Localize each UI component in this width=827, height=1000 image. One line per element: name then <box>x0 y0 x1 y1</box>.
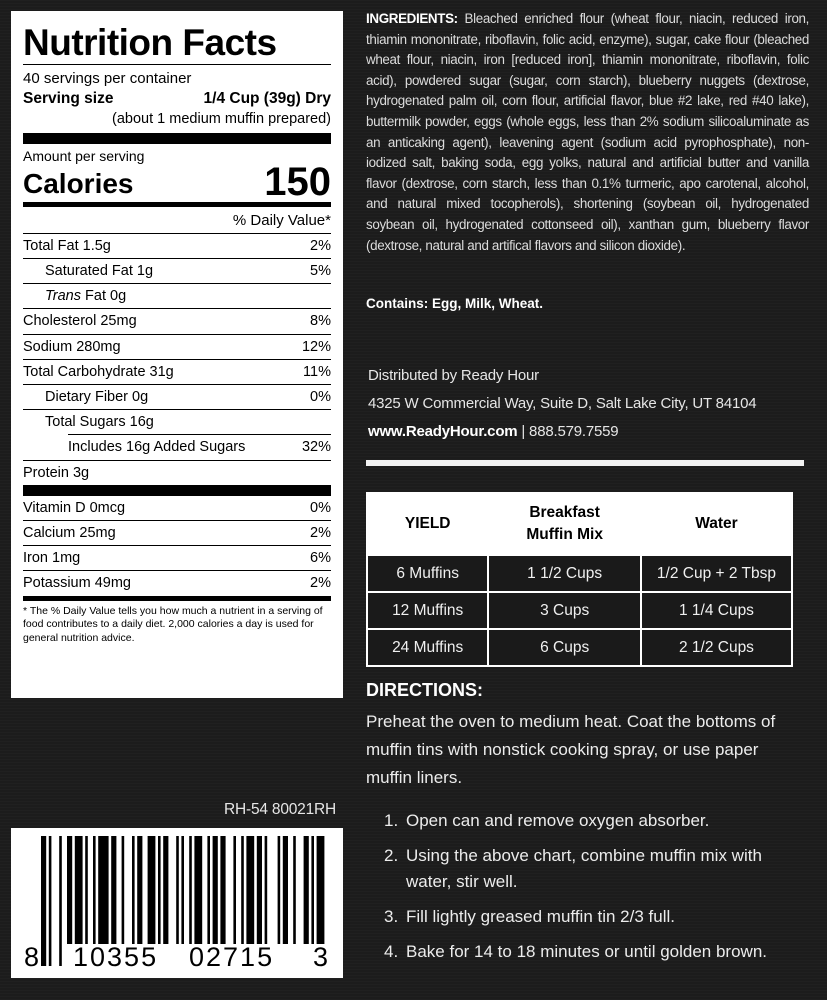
distributor-contact <box>368 418 756 446</box>
table-cell: 6 Muffins <box>367 555 488 592</box>
phone-number: | 888.579.7559 <box>517 423 619 440</box>
nutrient-row <box>23 384 331 409</box>
barcode-digits <box>11 942 343 972</box>
nutrient-dv: 11% <box>303 363 331 380</box>
nutrient-row <box>23 334 331 359</box>
barcode-bar <box>176 836 179 944</box>
step-number: 2. <box>384 846 399 865</box>
calories-label: Calories <box>23 167 134 199</box>
barcode-bar <box>233 836 236 944</box>
step-number: 4. <box>384 942 399 961</box>
barcode-bar <box>148 836 156 944</box>
nutrient-name: Saturated Fat 1g <box>45 262 154 279</box>
nutrient-dv: 5% <box>310 262 331 279</box>
nutrient-name: Dietary Fiber 0g <box>45 388 149 405</box>
daily-value-footnote: * The % Daily Value tells you how much a nutrient in a serving of food contributes to a daily diet. 2,000 calories a day is used for general nutrition advice. <box>23 604 323 644</box>
distributor-name: Distributed by Ready Hour <box>368 367 539 384</box>
vitamin-dv: 2% <box>310 524 331 541</box>
yield-table <box>366 492 793 667</box>
step-text: Using the above chart, combine muffin mix with water, stir well. <box>406 846 762 891</box>
barcode-bar <box>220 836 225 944</box>
nutrient-dv: 8% <box>310 313 331 330</box>
divider <box>23 64 331 65</box>
serving-size-value: 1/4 Cup (39g) Dry <box>203 89 331 107</box>
daily-value-header: % Daily Value* <box>232 211 331 229</box>
header-yield: YIELD <box>367 493 488 555</box>
directions-title: DIRECTIONS: <box>366 680 483 700</box>
barcode-bar <box>278 836 281 944</box>
ingredients <box>366 9 809 256</box>
nutrient-name <box>23 284 126 308</box>
step-text: Open can and remove oxygen absorber. <box>406 811 710 830</box>
barcode-bar <box>163 836 168 944</box>
barcode-bar <box>293 836 296 944</box>
barcode-bar <box>241 836 244 944</box>
barcode-bar <box>122 836 125 944</box>
barcode-bar <box>207 836 210 944</box>
divider <box>23 485 331 496</box>
step-number: 3. <box>384 907 399 926</box>
sku-code: RH-54 80021RH <box>224 801 336 818</box>
nutrient-name: Includes 16g Added Sugars <box>68 439 246 456</box>
table-cell: 2 1/2 Cups <box>641 629 792 666</box>
ingredients-text: Bleached enriched flour (wheat flour, niacin, reduced iron, thiamin mononitrate, riboflavin, folic acid, enzyme), sugar, cake flour (bleached wheat flour, niacin, iron [reduced iron], thiamin mononitrate, riboflavin, folic acid), powdered sugar (sugar, corn starch), blueberry nuggets (dextrose, hydrogenated palm oil, corn flour, artificial flavor, blue #2 lake, red #40 lake), buttermilk powder, eggs (whole eggs, less than 2% sodium silicoaluminate as an anticaking agent), leavening agent (sodium acid pyrophosphate), non-iodized salt, baking soda, egg yolks, natural and artificial butter and vanilla flavor (dextrose, corn starch, less than 0.1% turmeric, apo carotenal, alcohol, and natural mixed tocopherols), shortening (soybean oil, hydrogenated soybean oil, hydrogenated cottonseed oil), xanthan gum, blueberry flavor (dextrose, natural and artifical flavors and silicon dioxide). <box>366 11 810 253</box>
yield-table-header <box>367 493 792 555</box>
barcode-bar <box>246 836 254 944</box>
barcode-bar <box>67 836 72 944</box>
nutrient-name: Total Carbohydrate 31g <box>23 363 174 380</box>
vitamin-dv: 0% <box>310 499 331 516</box>
barcode <box>11 828 343 978</box>
table-cell: 12 Muffins <box>367 592 488 629</box>
barcode-bar <box>317 836 325 944</box>
vitamin-row <box>23 570 331 595</box>
distributor-info <box>368 362 756 446</box>
section-divider <box>366 460 804 466</box>
nutrient-row <box>23 359 331 384</box>
table-row <box>367 629 792 666</box>
barcode-bar <box>189 836 192 944</box>
list-item <box>384 808 804 834</box>
vitamin-row <box>23 496 331 520</box>
vitamin-row <box>23 545 331 570</box>
vitamin-name: Iron 1mg <box>23 550 81 567</box>
header-water: Water <box>641 493 792 555</box>
nutrient-name: Total Fat 1.5g <box>23 237 111 254</box>
barcode-bar <box>158 836 161 944</box>
step-text: Fill lightly greased muffin tin 2/3 full. <box>406 907 675 926</box>
table-cell: 1/2 Cup + 2 Tbsp <box>641 555 792 592</box>
nutrient-name: Total Sugars 16g <box>45 414 154 431</box>
barcode-digit-first: 8 <box>24 942 40 972</box>
barcode-digit-last: 3 <box>313 942 329 972</box>
list-item <box>384 904 804 930</box>
allergen-statement: Contains: Egg, Milk, Wheat. <box>366 296 544 311</box>
barcode-bar <box>213 836 218 944</box>
barcode-bar <box>181 836 184 944</box>
ingredients-label: INGREDIENTS: <box>366 11 458 26</box>
barcode-bar <box>111 836 116 944</box>
table-cell: 3 Cups <box>488 592 641 629</box>
trans-rest: Fat 0g <box>81 288 127 305</box>
directions-steps <box>384 808 804 974</box>
table-row <box>367 592 792 629</box>
trans-italic: Trans <box>45 288 81 305</box>
table-cell: 1 1/4 Cups <box>641 592 792 629</box>
barcode-bar <box>283 836 288 944</box>
table-cell: 1 1/2 Cups <box>488 555 641 592</box>
nutrient-row <box>23 233 331 258</box>
barcode-group-right: 02715 <box>189 942 275 972</box>
nutrient-row <box>23 308 331 333</box>
barcode-bar <box>304 836 309 944</box>
table-cell: 24 Muffins <box>367 629 488 666</box>
list-item <box>384 843 804 895</box>
barcode-group-left: 10355 <box>73 942 159 972</box>
nutrient-dv: 12% <box>301 338 331 355</box>
table-cell: 6 Cups <box>488 629 641 666</box>
nutrient-row <box>23 283 331 308</box>
table-row <box>367 555 792 592</box>
serving-size <box>23 89 331 109</box>
nutrition-facts-label <box>11 11 343 698</box>
nutrient-row <box>68 434 331 459</box>
vitamin-dv: 2% <box>310 575 331 592</box>
barcode-bar <box>98 836 108 944</box>
serving-note: (about 1 medium muffin prepared) <box>112 110 331 127</box>
barcode-bar <box>265 836 268 944</box>
barcode-bar <box>137 836 142 944</box>
nutrient-dv: 32% <box>301 439 331 456</box>
header-muffin-mix-text: Breakfast Muffin Mix <box>526 504 603 543</box>
barcode-bar <box>311 836 314 944</box>
barcode-bar <box>257 836 262 944</box>
calories <box>23 159 331 204</box>
distributor-address: 4325 W Commercial Way, Suite D, Salt Lake City, UT 84104 <box>368 395 757 412</box>
vitamin-row <box>23 520 331 545</box>
barcode-bar <box>194 836 202 944</box>
nutrient-dv: 2% <box>310 237 331 254</box>
step-text: Bake for 14 to 18 minutes or until golden brown. <box>406 942 767 961</box>
nutrient-dv: 0% <box>310 388 331 405</box>
amount-per-serving: Amount per serving <box>23 147 145 164</box>
serving-size-label: Serving size <box>23 89 114 107</box>
website-link[interactable]: www.ReadyHour.com <box>368 423 518 440</box>
vitamin-name: Vitamin D 0mcg <box>23 499 126 516</box>
nutrient-row <box>23 460 331 485</box>
divider <box>23 133 331 144</box>
barcode-bar <box>132 836 135 944</box>
vitamin-name: Potassium 49mg <box>23 575 131 592</box>
nutrient-name: Sodium 280mg <box>23 338 121 355</box>
vitamin-name: Calcium 25mg <box>23 524 116 541</box>
nutrient-name: Protein 3g <box>23 464 90 481</box>
calories-value: 150 <box>264 159 331 204</box>
header-muffin-mix <box>488 493 641 555</box>
nutrition-title: Nutrition Facts <box>23 22 277 63</box>
list-item <box>384 939 804 965</box>
step-number: 1. <box>384 811 399 830</box>
barcode-bar <box>93 836 96 944</box>
barcode-bar <box>85 836 88 944</box>
servings-per-container: 40 servings per container <box>23 69 192 87</box>
barcode-bar <box>75 836 83 944</box>
nutrient-row <box>23 258 331 283</box>
nutrient-name: Cholesterol 25mg <box>23 313 137 330</box>
directions-intro: Preheat the oven to medium heat. Coat the bottoms of muffin tins with nonstick cooking spray, or use paper muffin liners. <box>366 712 776 787</box>
nutrient-row <box>23 409 331 434</box>
vitamin-dv: 6% <box>310 550 331 567</box>
